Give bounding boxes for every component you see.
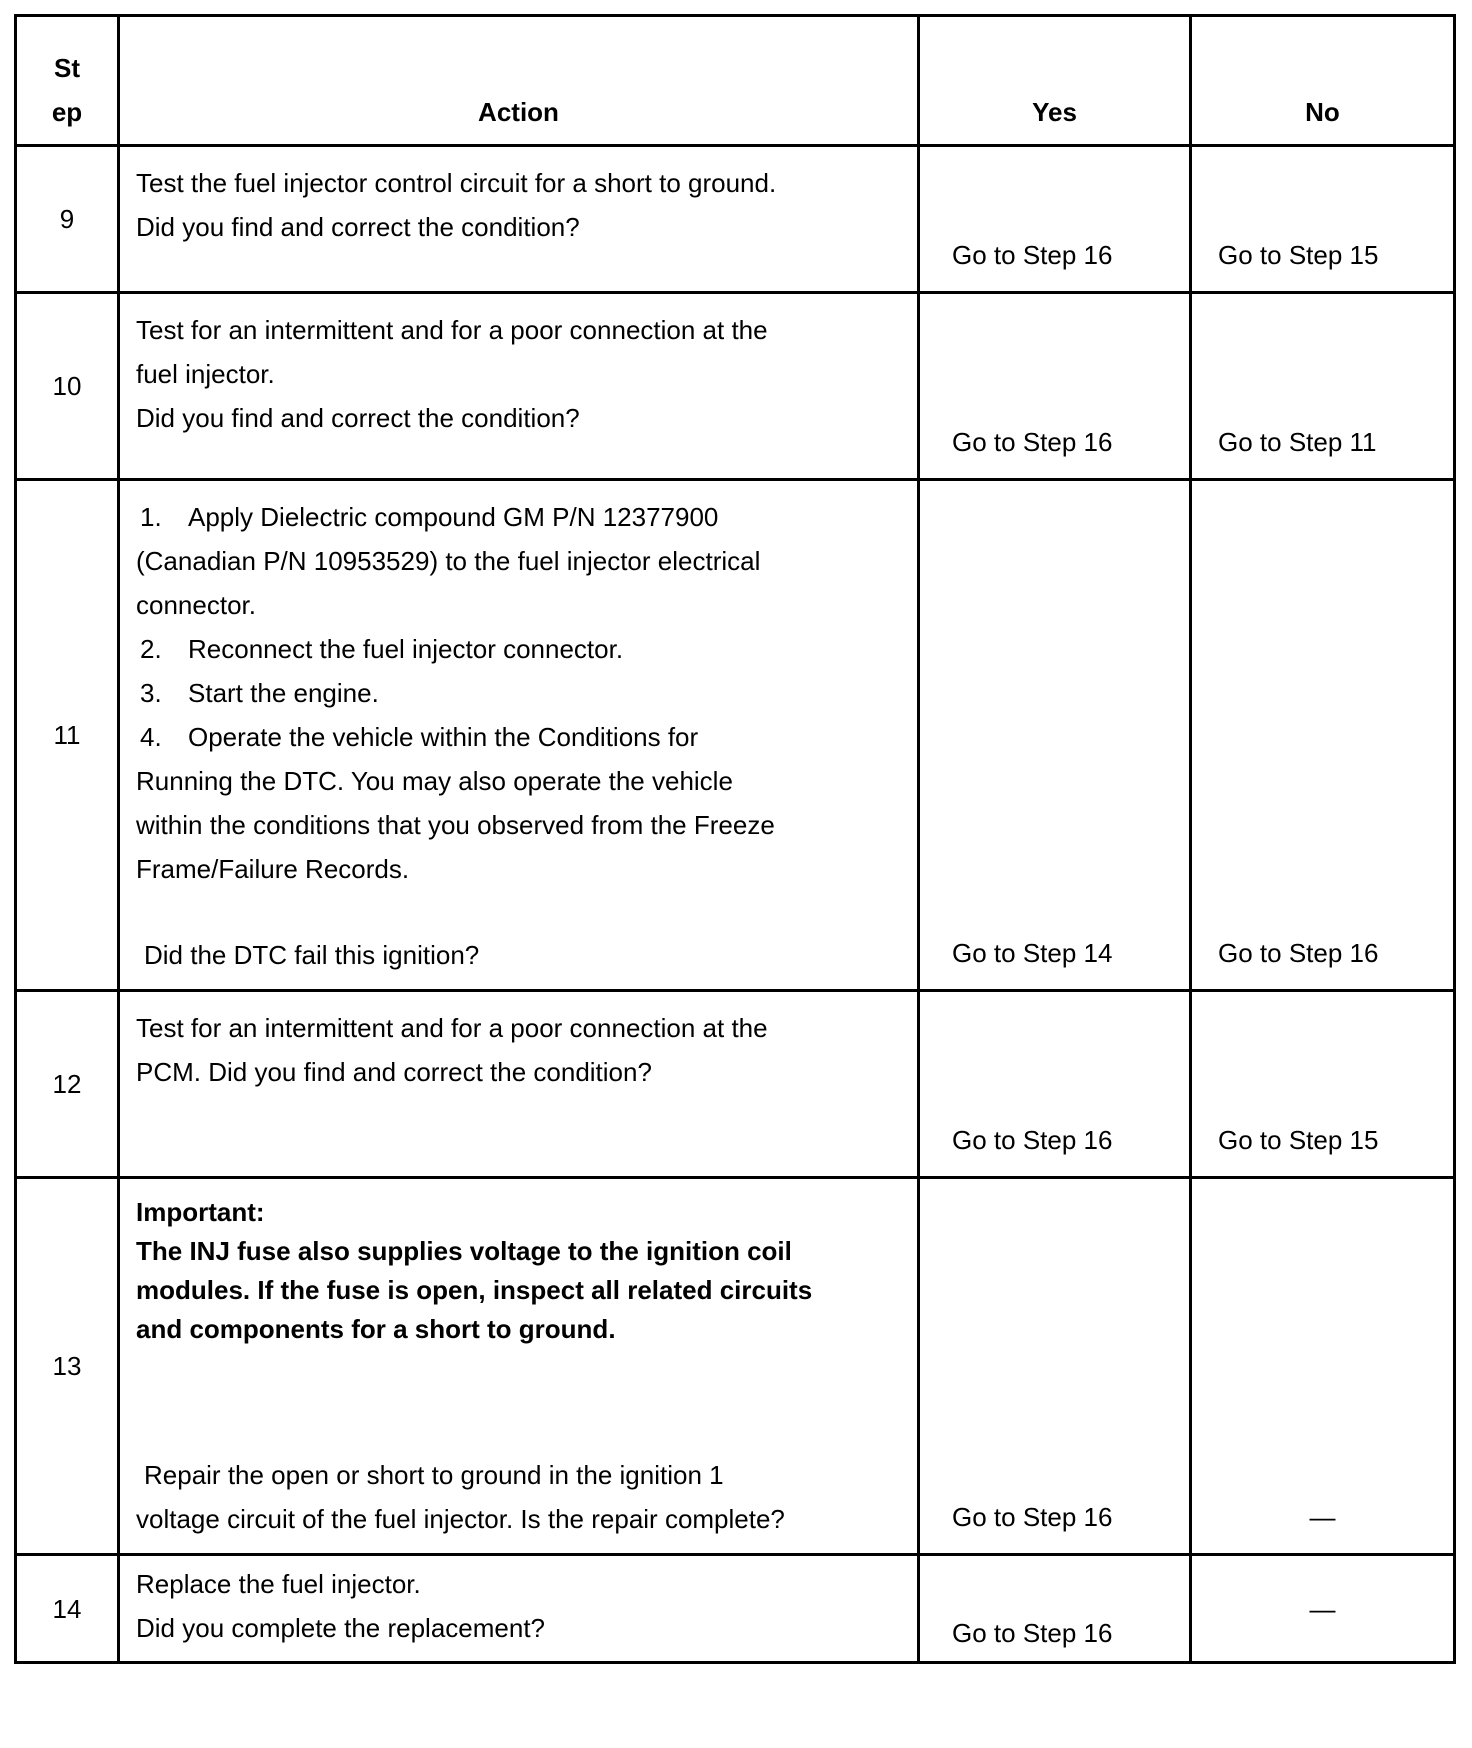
table-row bbox=[16, 1555, 1455, 1663]
yes-cell: Go to Step 16 bbox=[919, 146, 1191, 293]
action-cell: Test the fuel injector control circuit for a short to ground. Did you find and correct the condition? bbox=[119, 146, 919, 293]
step-number: 10 bbox=[16, 293, 119, 480]
header-yes: Yes bbox=[919, 16, 1191, 146]
header-action: Action bbox=[119, 16, 919, 146]
list-item: 4. Operate the vehicle within the Conditions for bbox=[140, 722, 699, 752]
question: Did the DTC fail this ignition? bbox=[144, 940, 480, 970]
table-row bbox=[16, 480, 1455, 991]
table-row bbox=[16, 1178, 1455, 1555]
no-cell: Go to Step 16 bbox=[1191, 480, 1455, 991]
yes-cell: Go to Step 16 bbox=[919, 1555, 1191, 1663]
list-item: 2. Reconnect the fuel injector connector. bbox=[140, 634, 624, 664]
yes-cell: Go to Step 16 bbox=[919, 293, 1191, 480]
step-number: 11 bbox=[16, 480, 119, 991]
table-row bbox=[16, 991, 1455, 1178]
header-row bbox=[16, 16, 1455, 146]
action-cell: 1. Apply Dielectric compound GM P/N 12377900 (Canadian P/N 10953529) to the fuel injector electrical connector. 2. Reconnect the fuel injector connector. 3. Start the engine. 4. Operate the vehicle within the Conditions for Running the DTC. You may also operate the vehicle within the conditions that you observed from the Freeze Frame/Failure Records. Did the DTC fail this ignition? bbox=[119, 480, 919, 991]
no-cell: Go to Step 15 bbox=[1191, 146, 1455, 293]
yes-cell: Go to Step 16 bbox=[919, 991, 1191, 1178]
no-cell: — bbox=[1191, 1555, 1455, 1663]
yes-cell: Go to Step 14 bbox=[919, 480, 1191, 991]
header-no: No bbox=[1191, 16, 1455, 146]
no-cell: — bbox=[1191, 1178, 1455, 1555]
no-cell: Go to Step 15 bbox=[1191, 991, 1455, 1178]
list-item: 1. Apply Dielectric compound GM P/N 12377900 bbox=[140, 502, 719, 532]
table-row bbox=[16, 293, 1455, 480]
step-number: 9 bbox=[16, 146, 119, 293]
action-cell: Test for an intermittent and for a poor connection at the PCM. Did you find and correct the condition? bbox=[119, 991, 919, 1178]
header-step: St ep bbox=[16, 16, 119, 146]
action-cell: Test for an intermittent and for a poor connection at the fuel injector. Did you find and correct the condition? bbox=[119, 293, 919, 480]
action-cell: Replace the fuel injector. Did you complete the replacement? bbox=[119, 1555, 919, 1663]
important-label: Important: bbox=[136, 1197, 265, 1227]
diagnostic-table bbox=[14, 14, 1456, 1664]
step-number: 12 bbox=[16, 991, 119, 1178]
no-cell: Go to Step 11 bbox=[1191, 293, 1455, 480]
yes-cell: Go to Step 16 bbox=[919, 1178, 1191, 1555]
list-item: 3. Start the engine. bbox=[140, 678, 379, 708]
table-row bbox=[16, 146, 1455, 293]
step-number: 14 bbox=[16, 1555, 119, 1663]
action-cell: Important: The INJ fuse also supplies voltage to the ignition coil modules. If the fuse is open, inspect all related circuits and components for a short to ground. Repair the open or short to ground in the ignition 1 voltage circuit of the fuel injector. Is the repair complete? bbox=[119, 1178, 919, 1555]
step-number: 13 bbox=[16, 1178, 119, 1555]
